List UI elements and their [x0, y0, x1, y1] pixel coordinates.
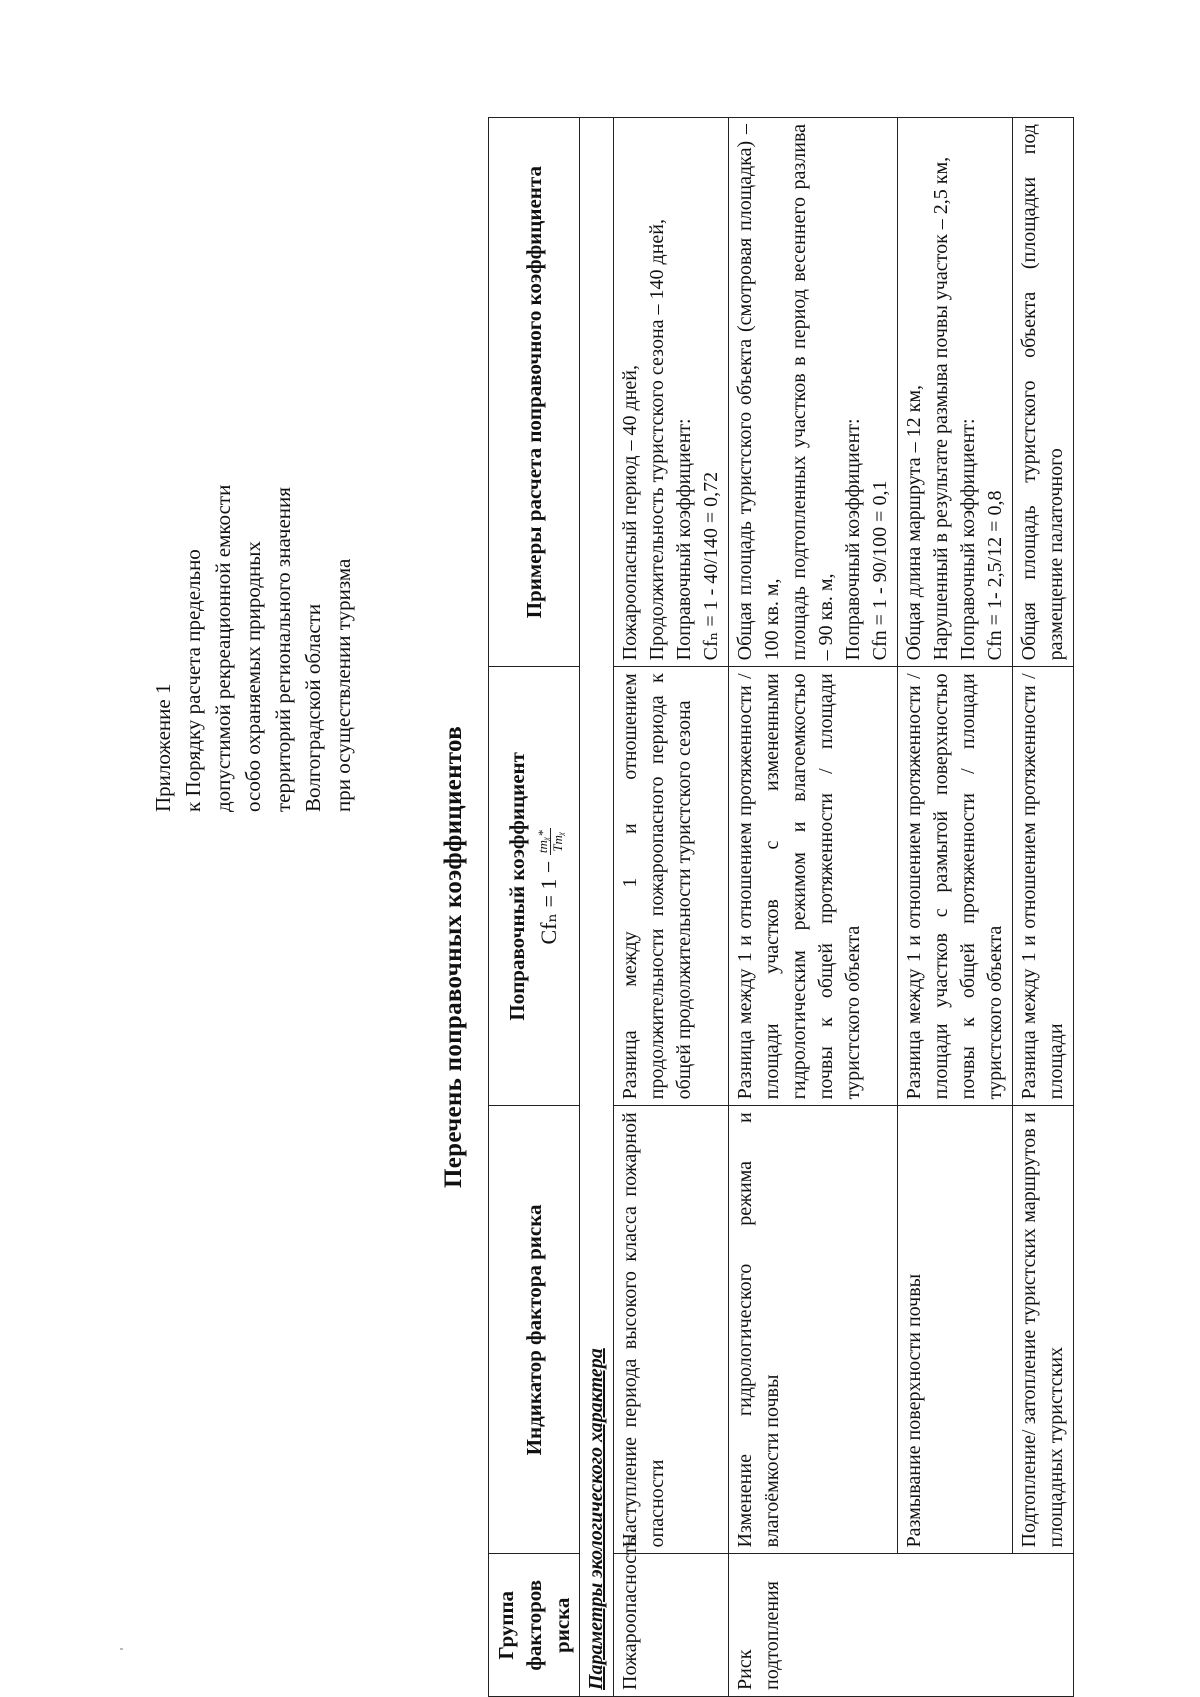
cell-indicator: Наступление периода высокого класса пожарной опасности	[614, 1106, 729, 1554]
example-line: Cfn = 1 - 90/100 = 0,1	[869, 480, 891, 661]
cell-coefficient: Разница между 1 и отношением продолжительности пожароопасного периода к общей продолжительности туристского сезона	[614, 667, 729, 1106]
document-title: Перечень поправочных коэффициентов	[440, 725, 467, 1189]
header-indicator: Индикатор фактора риска	[489, 1106, 580, 1554]
formula-left: Cfₙ = 1 −	[535, 860, 561, 945]
formula-denominator: Tmᵪ	[550, 831, 566, 852]
header-group: Группа факторов риска	[489, 1554, 580, 1697]
header-examples: Примеры расчета поправочного коэффициента	[489, 118, 580, 667]
header-coefficient	[489, 667, 580, 1106]
formula-numerator: tmᵪ*	[535, 830, 551, 854]
cell-coefficient: Разница между 1 и отношением протяженности / площади	[1013, 667, 1074, 1106]
appendix-line: при осуществлении туризма	[331, 558, 355, 812]
cell-indicator: Размывание поверхности почвы	[898, 1106, 1013, 1554]
example-line: Продолжительность туристского сезона – 140 дней,	[646, 219, 668, 661]
section-row	[580, 118, 614, 1697]
coefficient-formula	[535, 673, 565, 1099]
header-coefficient-label: Поправочный коэффициент	[504, 752, 529, 1021]
example-line: Общая площадь туристского объекта (площадки под размещение палаточного	[1018, 124, 1067, 661]
cell-group: Пожароопасность	[614, 1554, 729, 1697]
cell-group: Риск подтопления	[729, 1554, 1074, 1697]
cell-example	[898, 118, 1013, 667]
appendix-header	[148, 252, 358, 812]
example-line: Cfn = 1- 2,5/12 = 0,8	[984, 490, 1006, 661]
cell-example	[729, 118, 898, 667]
example-line: Поправочный коэффициент:	[673, 418, 695, 661]
appendix-line: особо охраняемых природных	[241, 541, 265, 812]
example-line: Поправочный коэффициент:	[957, 418, 979, 661]
cell-example	[614, 118, 729, 667]
example-line: Нарушенный в результате размыва почвы участок – 2,5 км,	[930, 156, 952, 661]
table-row	[729, 118, 898, 1697]
appendix-line: к Порядку расчета предельно	[181, 549, 205, 812]
example-line: Поправочный коэффициент:	[842, 418, 864, 661]
table-row	[1013, 118, 1074, 1697]
cell-example	[1013, 118, 1074, 667]
section-label: Параметры экологического характера	[580, 118, 614, 1697]
formula-fraction	[536, 828, 565, 855]
cell-indicator: Подтопление/ затопление туристских маршрутов и площадных туристских	[1013, 1106, 1074, 1554]
example-line: Общая длина маршрута – 12 км,	[903, 385, 925, 661]
cell-coefficient: Разница между 1 и отношением протяженности / площади участков с измененными гидрологическим режимом и влагоемкостью почвы к общей протяженности / площади туристского объекта	[729, 667, 898, 1106]
table-header-row	[489, 118, 580, 1697]
cell-coefficient: Разница между 1 и отношением протяженности / площади участков с размытой поверхностью почвы к общей протяженности / площади туристского объекта	[898, 667, 1013, 1106]
appendix-line: Волгоградской области	[301, 603, 325, 812]
table-row	[614, 118, 729, 1697]
cell-indicator: Изменение гидрологического режима и влагоёмкости почвы	[729, 1106, 898, 1554]
coefficients-table	[488, 117, 1074, 1697]
example-line: Cfₙ = 1 - 40/140 = 0,72	[700, 471, 722, 661]
appendix-line: допустимой рекреационной емкости	[211, 484, 235, 812]
appendix-line: территорий регионального значения	[271, 487, 295, 812]
table-row	[898, 118, 1013, 1697]
example-line: Пожароопасный период – 40 дней,	[619, 365, 641, 661]
scan-speck	[120, 1648, 123, 1650]
rotated-sheet	[60, 60, 1200, 1697]
example-line: площадь подтопленных участков в период весеннего разлива – 90 кв. м,	[788, 124, 837, 661]
example-line: Общая площадь туристского объекта (смотровая площадка) – 100 кв. м,	[734, 124, 783, 661]
appendix-line: Приложение 1	[151, 683, 175, 812]
